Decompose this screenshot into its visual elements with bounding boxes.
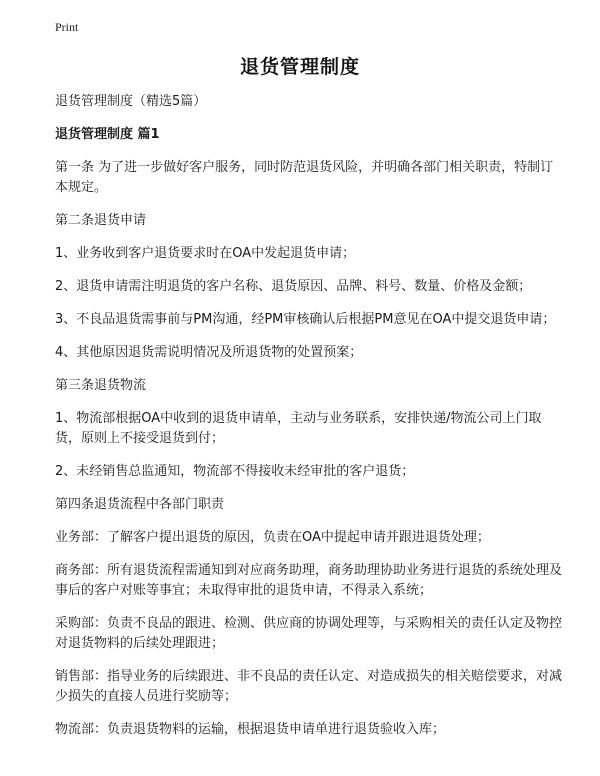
paragraph-item: 2、未经销售总监通知，物流部不得接收未经审批的客户退货；	[55, 464, 415, 479]
paragraph-duty-commerce: 商务部：所有退货流程需通知到对应商务助理，商务助理协助业务进行退货的系统处理及事后的客户对账等事宜；未取得审批的退货申请，不得录入系统；	[55, 563, 563, 598]
page-title: 退货管理制度	[239, 56, 360, 78]
paragraph-duty-sales: 销售部：指导业务的后续跟进、非不良品的责任认定、对造成损失的相关赔偿要求，对减少损失的直接人员进行奖励等；	[55, 669, 563, 704]
section-heading: 退货管理制度 篇1	[55, 127, 160, 142]
paragraph-duty-business: 业务部：了解客户提出退货的原因，负责在OA中提起申请并跟进退货处理；	[55, 530, 490, 545]
paragraph-duty-purchasing: 采购部：负责不良品的跟进、检测、供应商的协调处理等，与采购相关的责任认定及物控对退货物料的后续处理跟进；	[55, 616, 563, 651]
document-body	[55, 92, 565, 753]
document-subtitle: 退货管理制度（精选5篇）	[55, 94, 207, 109]
paragraph-item: 3、不良品退货需事前与PM沟通，经PM审核确认后根据PM意见在OA中提交退货申请；	[55, 312, 556, 327]
paragraph-article-2-heading: 第二条退货申请	[55, 213, 147, 228]
print-label: Print	[55, 20, 79, 34]
paragraph-article-3-heading: 第三条退货物流	[55, 378, 147, 393]
paragraph-item: 1、业务收到客户退货要求时在OA中发起退货申请；	[55, 246, 356, 261]
paragraph-item: 4、其他原因退货需说明情况及所退货物的处置预案；	[55, 345, 363, 360]
paragraph-item: 2、退货申请需注明退货的客户名称、退货原因、品牌、料号、数量、价格及金额；	[55, 279, 532, 294]
paragraph-item: 1、物流部根据OA中收到的退货申请单，主动与业务联系，安排快递/物流公司上门取货，原则上不接受退货到付；	[55, 411, 542, 446]
paragraph-duty-logistics: 物流部：负责退货物料的运输，根据退货申请单进行退货验收入库；	[55, 722, 446, 737]
paragraph-article-1: 第一条 为了进一步做好客户服务，同时防范退货风险，并明确各部门相关职责，特制订本规定。	[55, 160, 554, 195]
paragraph-article-4-heading: 第四条退货流程中各部门职责	[55, 497, 225, 512]
